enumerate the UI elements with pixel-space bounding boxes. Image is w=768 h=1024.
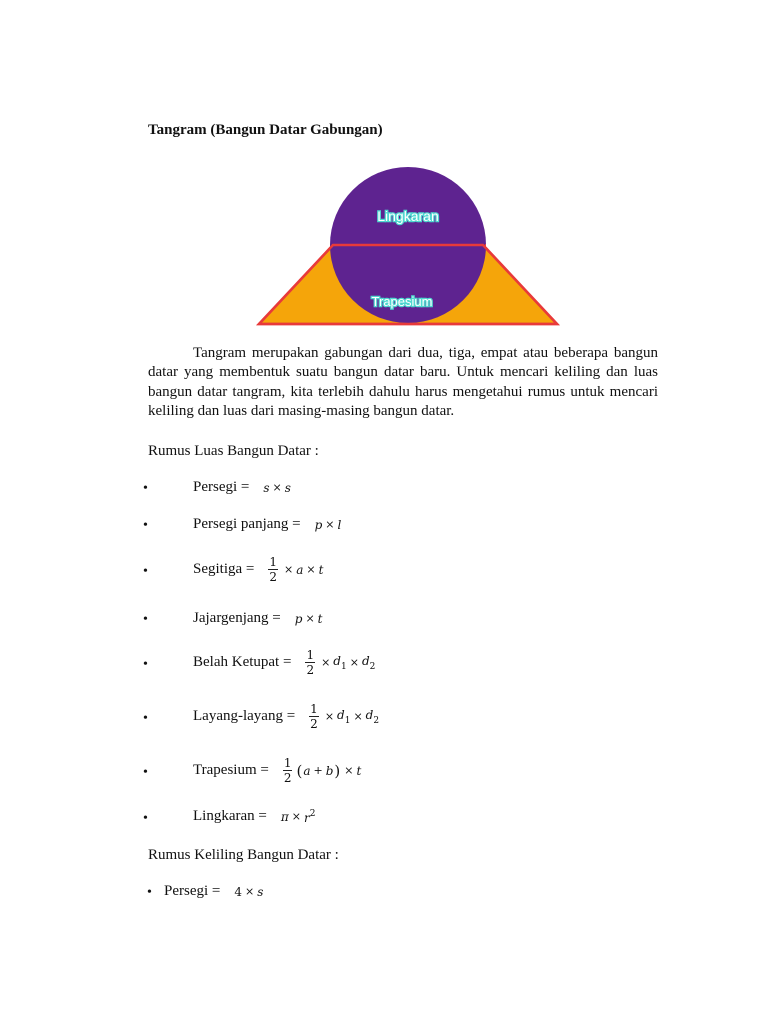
list-item-segitiga — [193, 555, 323, 584]
list-item-persegi — [193, 479, 291, 496]
document-title: Tangram (Bangun Datar Gabungan) — [148, 122, 383, 138]
item-label: Layang-layang = — [193, 708, 296, 724]
item-formula: $\frac{1}{2}$ ( a + b ) × t — [283, 756, 362, 785]
list-item-trapesium — [193, 756, 361, 785]
item-label: Persegi panjang = — [193, 516, 301, 532]
bullet: • — [143, 811, 148, 826]
item-label: Belah Ketupat = — [193, 654, 292, 670]
list-item-persegi-panjang — [193, 516, 341, 533]
item-formula: 4 × s — [234, 884, 264, 899]
list-item-keliling-persegi — [164, 883, 263, 900]
keliling-heading: Rumus Keliling Bangun Datar : — [148, 847, 339, 863]
bullet: • — [143, 564, 148, 579]
bullet: • — [143, 481, 148, 496]
bullet: • — [147, 885, 152, 900]
bullet: • — [143, 612, 148, 627]
trapezoid-label: Trapesium — [371, 294, 433, 309]
item-formula: p × l — [314, 517, 342, 532]
list-item-lingkaran — [193, 808, 315, 825]
bullet: • — [143, 657, 148, 672]
item-label: Jajargenjang = — [193, 610, 281, 626]
bullet: • — [143, 711, 148, 726]
item-label: Persegi = — [164, 883, 221, 899]
circle-label: Lingkaran — [377, 208, 439, 224]
item-formula: s × s — [263, 480, 291, 495]
list-item-layang-layang — [193, 702, 379, 731]
list-item-jajargenjang — [193, 610, 322, 627]
item-formula: π × $r^2$ — [280, 808, 316, 825]
item-formula: p × t — [294, 611, 323, 626]
bullet: • — [143, 765, 148, 780]
tangram-figure — [250, 160, 570, 335]
item-formula: $\frac{1}{2}$ × $d_1$ × $d_2$ — [310, 702, 380, 731]
item-formula: $\frac{1}{2}$ × a × t — [269, 555, 324, 584]
item-label: Persegi = — [193, 479, 250, 495]
bullet: • — [143, 518, 148, 533]
list-item-belah-ketupat — [193, 648, 375, 677]
intro-paragraph: Tangram merupakan gabungan dari dua, tiga, empat atau beberapa bangun datar yang membentuk suatu bangun datar baru. Untuk mencari keliling dan luas bangun datar tangram, kita terlebih dahulu harus mengetahui rumus untuk mencari keliling dan luas dari masing-masing bangun datar. — [148, 345, 658, 419]
item-formula: $\frac{1}{2}$ × $d_1$ × $d_2$ — [306, 648, 376, 677]
luas-heading: Rumus Luas Bangun Datar : — [148, 443, 319, 459]
item-label: Lingkaran = — [193, 808, 267, 824]
item-label: Segitiga = — [193, 561, 255, 577]
item-label: Trapesium = — [193, 762, 269, 778]
